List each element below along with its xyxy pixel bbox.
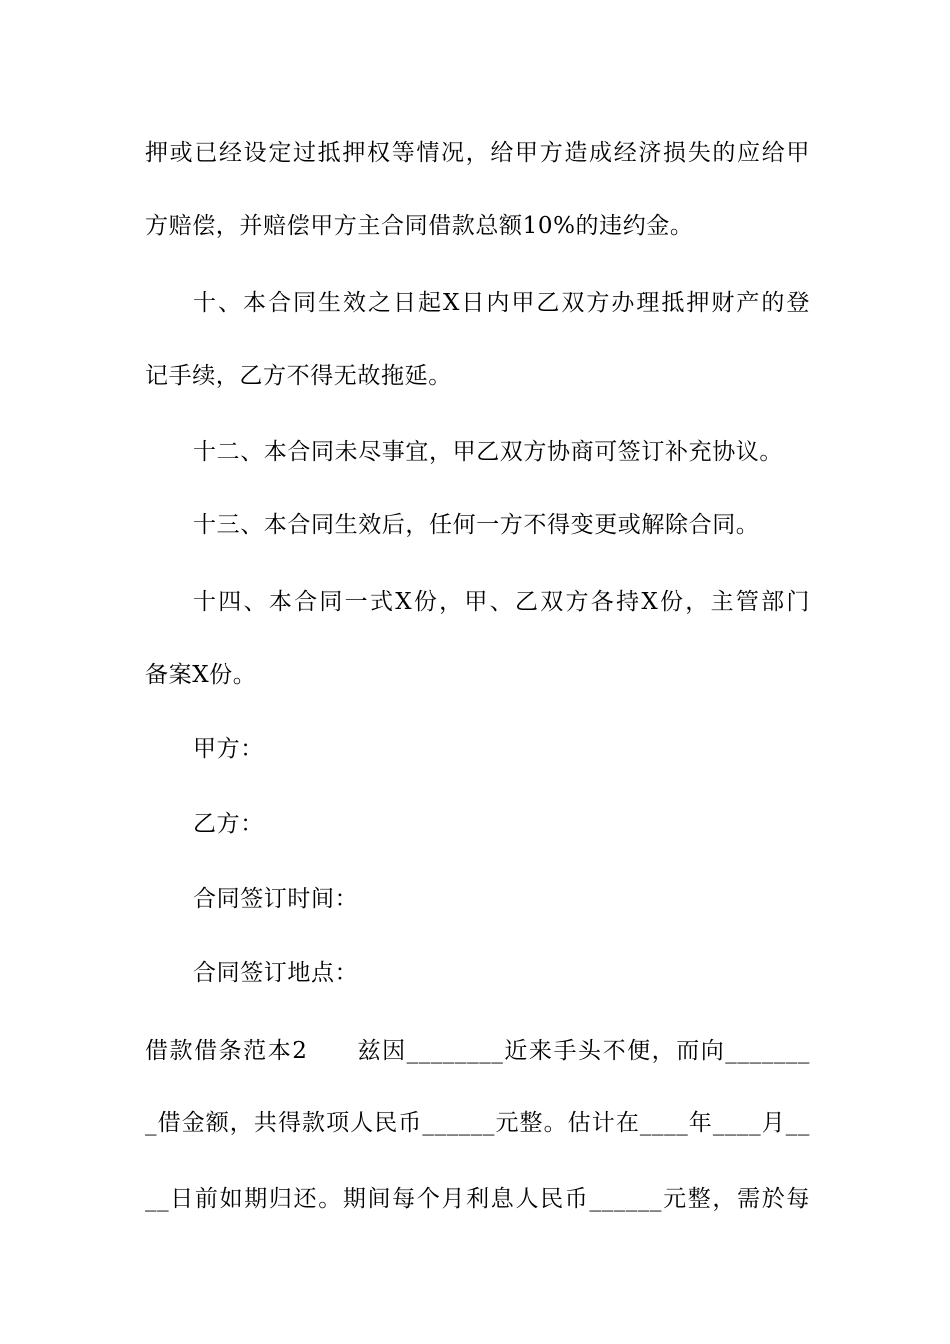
- body-line-1: 押或已经设定过抵押权等情况，给甲方造成经济损失的应给甲: [145, 140, 810, 166]
- clause-12: 十二、本合同未尽事宜，甲乙双方协商可签订补充协议。: [193, 439, 783, 465]
- clause-10-line-1: 十、本合同生效之日起X日内甲乙双方办理抵押财产的登: [193, 290, 810, 316]
- signing-time-label: 合同签订时间：: [193, 886, 359, 912]
- iou-sample-line-3: __日前如期归还。期间每个月利息人民币______元整，需於每: [145, 1186, 810, 1212]
- body-line-2: 方赔偿，并赔偿甲方主合同借款总额10%的违约金。: [145, 213, 694, 239]
- clause-10-line-2: 记手续，乙方不得无故拖延。: [145, 363, 452, 389]
- party-b-label: 乙方：: [193, 811, 264, 837]
- iou-sample-line-1: 借款借条范本2 兹因________近来手头不便，而向_______: [145, 1038, 810, 1064]
- clause-13: 十三、本合同生效后，任何一方不得变更或解除合同。: [193, 512, 760, 538]
- party-a-label: 甲方：: [193, 736, 264, 762]
- iou-sample-line-2: _借金额，共得款项人民币______元整。估计在____年____月__: [145, 1110, 810, 1136]
- clause-14-line-1: 十四、本合同一式X份，甲、乙双方各持X份，主管部门: [193, 589, 810, 615]
- signing-place-label: 合同签订地点：: [193, 960, 359, 986]
- clause-14-line-2: 备案X份。: [145, 662, 257, 688]
